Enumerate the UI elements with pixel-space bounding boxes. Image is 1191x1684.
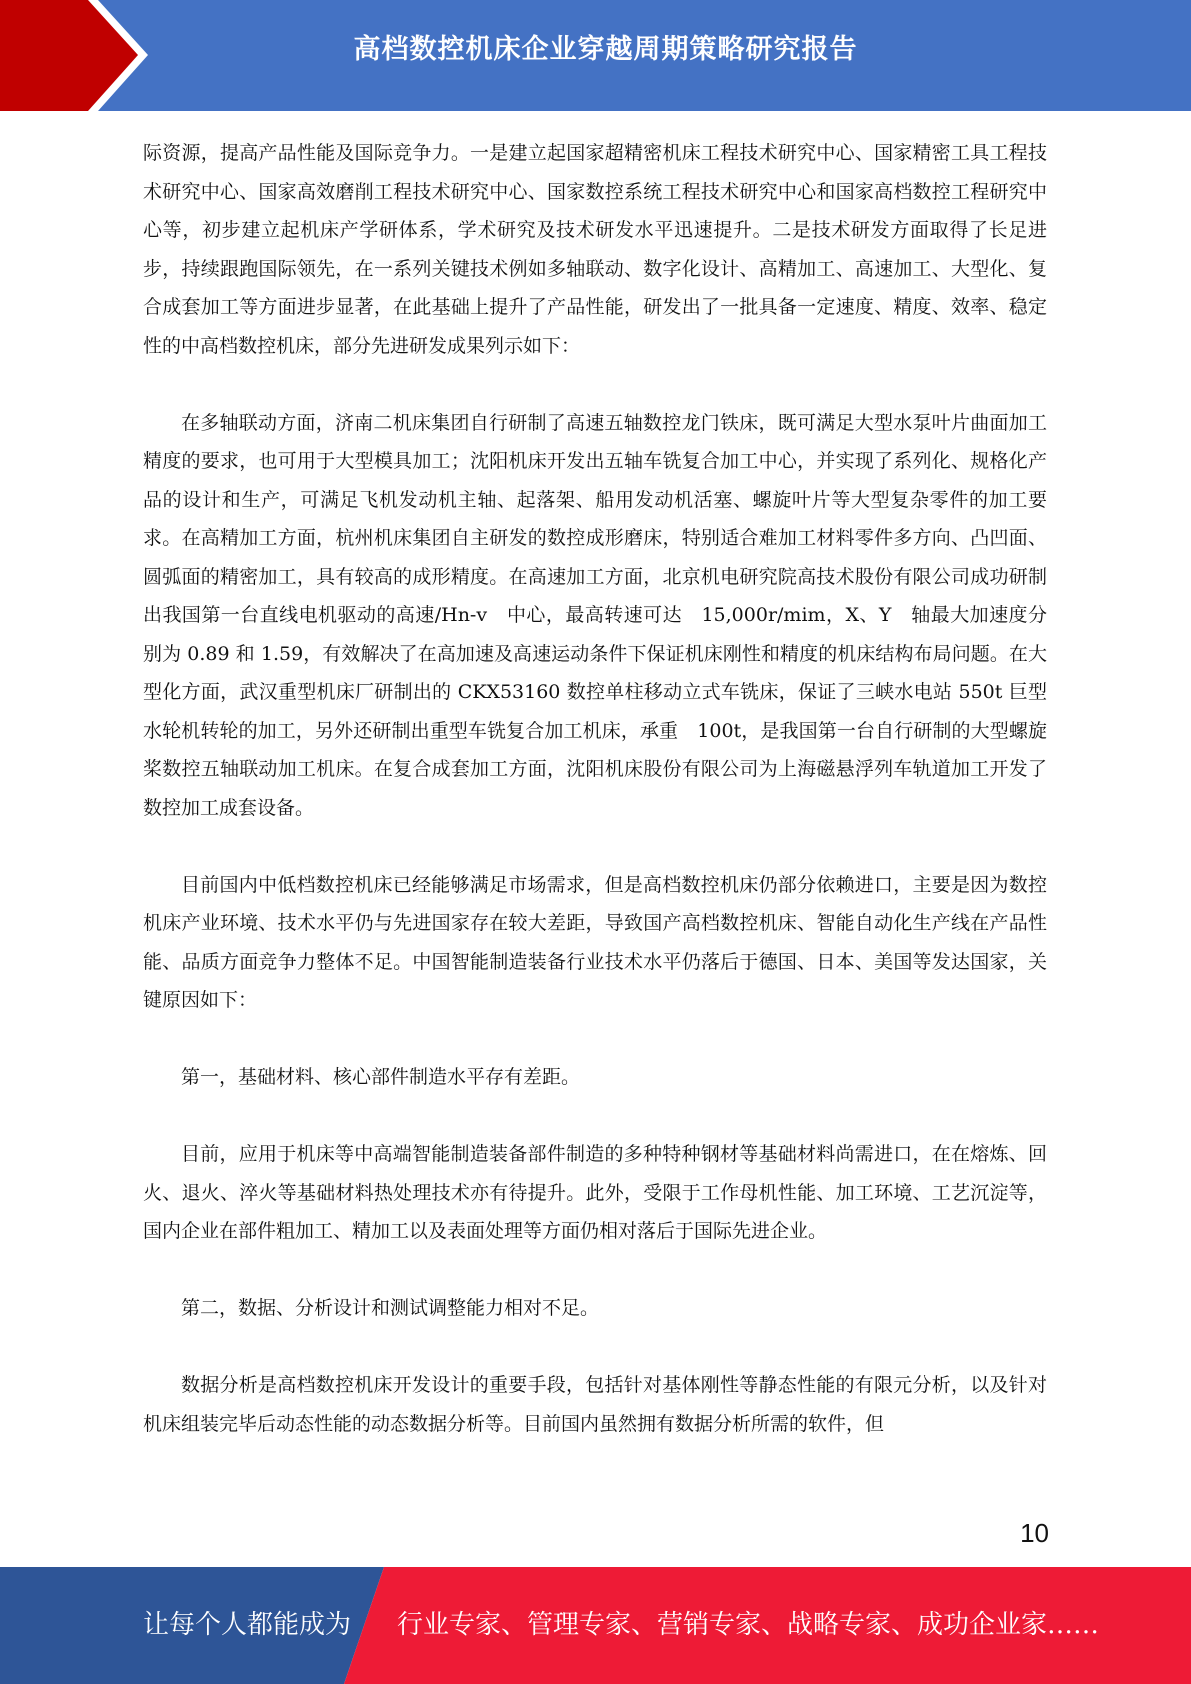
section-heading: 第一，基础材料、核心部件制造水平存有差距。 [181,1066,581,1088]
footer-slogan-right: 行业专家、管理专家、营销专家、战略专家、成功企业家…… [397,1610,1100,1640]
paragraph: 在多轴联动方面，济南二机床集团自行研制了高速五轴数控龙门铁床，既可满足大型水泵叶片曲面加工精度的要求，也可用于大型模具加工；沈阳机床开发出五轴车铣复合加工中心，并实现了系列化、规格化产品的设计和生产，可满足飞机发动机主轴、起落架、船用发动机活塞、螺旋叶片等大型复杂零件的加工要求。在高精加工方面，杭州机床集团自主研发的数控成形磨床，特别适合难加工材料零件多方向、凸凹面、圆弧面的精密加工，具有较高的成形精度。在高速加工方面，北京机电研究院高技术股份有限公司成功研制出我国第一台直线电机驱动的高速/Hn-v 中心，最高转速可达 15,000r/mim，X、Y 轴最大加速度分别为 0.89 和 1.59，有效解决了在高加速及高速运动条件下保证机床刚性和精度的机床结构布局问题。在大型化方面，武汉重型机床厂研制出的 CKX53160 数控单柱移动立式车铣床，保证了三峡水电站 550t 巨型水轮机转轮的加工，另外还研制出重型车铣复合加工机床，承重 100t，是我国第一台自行研制的大型螺旋桨数控五轴联动加工机床。在复合成套加工方面，沈阳机床股份有限公司为上海磁悬浮列车轨道加工开发了数控加工成套设备。 [143,411,1047,819]
footer-slogan-left: 让每个人都能成为 [143,1610,352,1640]
section-heading: 第二，数据、分析设计和测试调整能力相对不足。 [181,1297,600,1319]
paragraph: 数据分析是高档数控机床开发设计的重要手段，包括针对基体刚性等静态性能的有限元分析，以及针对机床组装完毕后动态性能的动态数据分析等。目前国内虽然拥有数据分析所需的软件，但 [143,1374,1047,1435]
page-header [0,0,1191,111]
paragraph: 目前国内中低档数控机床已经能够满足市场需求，但是高档数控机床仍部分依赖进口，主要是因为数控机床产业环境、技术水平仍与先进国家存在较大差距，导致国产高档数控机床、智能自动化生产线在产品性能、品质方面竞争力整体不足。中国智能制造装备行业技术水平仍落后于德国、日本、美国等发达国家，关键原因如下： [143,873,1047,1011]
paragraph: 目前，应用于机床等中高端智能制造装备部件制造的多种特种钢材等基础材料尚需进口，在在熔炼、回火、退火、淬火等基础材料热处理技术亦有待提升。此外，受限于工作母机性能、加工环境、工艺沉淀等，国内企业在部件粗加工、精加工以及表面处理等方面仍相对落后于国际先进企业。 [143,1143,1047,1242]
page-footer [0,1567,1191,1684]
paragraph: 际资源，提高产品性能及国际竞争力。一是建立起国家超精密机床工程技术研究中心、国家精密工具工程技术研究中心、国家高效磨削工程技术研究中心、国家数控系统工程技术研究中心和国家高档数控工程研究中心等，初步建立起机床产学研体系，学术研究及技术研发水平迅速提升。二是技术研发方面取得了长足进步，持续跟跑国际领先，在一系列关键技术例如多轴联动、数字化设计、高精加工、高速加工、大型化、复合成套加工等方面进步显著，在此基础上提升了产品性能，研发出了一批具备一定速度、精度、效率、稳定性的中高档数控机床，部分先进研发成果列示如下： [143,142,1047,357]
page-number: 10 [1020,1518,1049,1548]
document-body [143,134,1047,1443]
report-title: 高档数控机床企业穿越周期策略研究报告 [353,34,858,65]
